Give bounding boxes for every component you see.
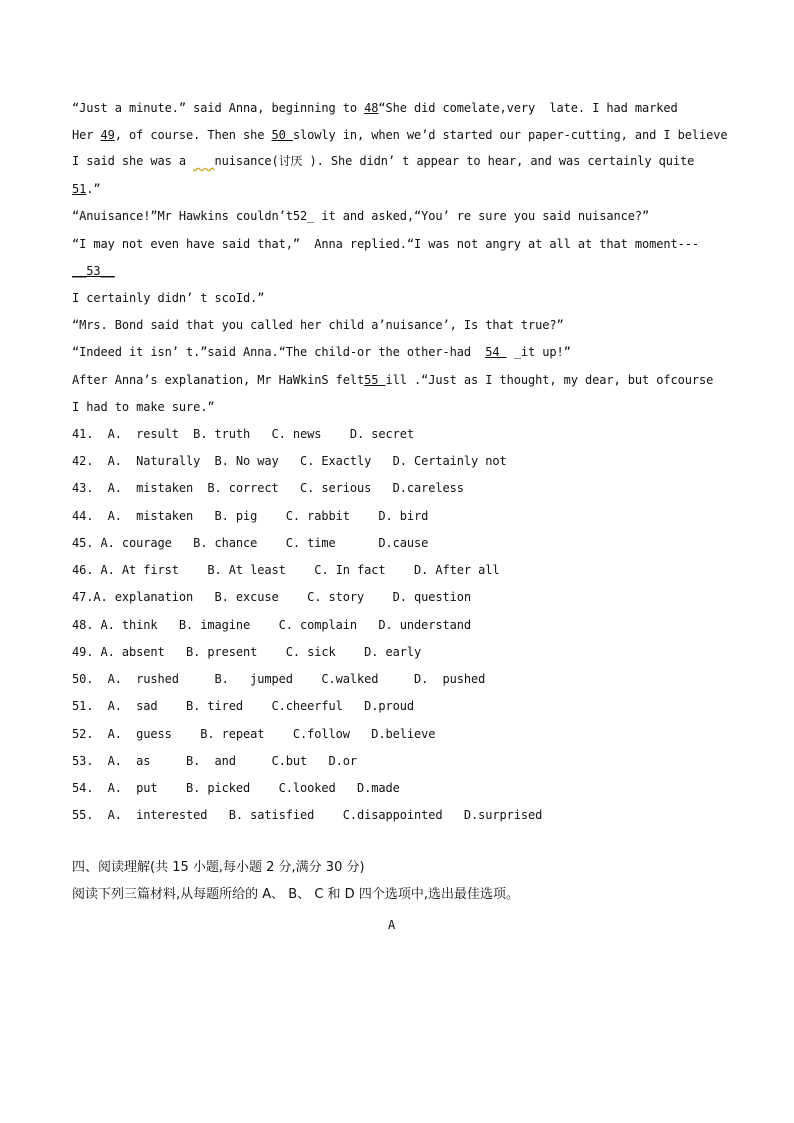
passage-line-7: [72, 263, 115, 279]
blank-55: 55: [364, 373, 386, 387]
part-label: A: [388, 918, 396, 932]
question-53: 53. A. as B. and C.but D.or: [72, 754, 357, 768]
passage-line-5: “Anuisance!”Mr Hawkins couldn’t52_ it and asked,“You’ re sure you said nuisance?”: [72, 209, 650, 223]
question-52: 52. A. guess B. repeat C.follow D.believe: [72, 727, 436, 741]
question-48: 48. A. think B. imagine C. complain D. understand: [72, 618, 471, 632]
question-47: 47.A. explanation B. excuse C. story D. question: [72, 590, 471, 604]
passage-line-6: “I may not even have said that,” Anna replied.“I was not angry at all at that moment---: [72, 237, 699, 251]
blank-49: 49: [100, 128, 115, 142]
text-run: “Indeed it isn’ t.”said Anna.“The child-or the other-had: [72, 345, 486, 359]
blank-51: 51: [72, 182, 87, 196]
passage-line-8: I certainly didn’ t scoId.”: [72, 291, 265, 305]
question-50: 50. A. rushed B. jumped C.walked D. pushed: [72, 672, 486, 686]
section-instruction: 阅读下列三篇材料,从每题所给的 A、 B、 C 和 D 四个选项中,选出最佳选项。: [72, 887, 519, 902]
question-43: 43. A. mistaken B. correct C. serious D.careless: [72, 481, 464, 495]
passage-line-2: [72, 127, 727, 143]
blank-50: 50: [271, 128, 293, 142]
passage-line-4: [72, 181, 101, 197]
question-44: 44. A. mistaken B. pig C. rabbit D. bird: [72, 509, 429, 523]
blank-54: 54: [485, 345, 507, 359]
question-49: 49. A. absent B. present C. sick D. early: [72, 645, 422, 659]
question-51: 51. A. sad B. tired C.cheerful D.proud: [72, 699, 414, 713]
spellcheck-mark: [193, 154, 214, 168]
passage-line-9: “Mrs. Bond said that you called her child a’nuisance’, Is that true?”: [72, 318, 564, 332]
passage-line-1: [72, 100, 678, 116]
passage-line-3: [72, 153, 694, 169]
passage-line-10: [72, 344, 571, 360]
section-heading: 四、阅读理解(共 15 小题,每小题 2 分,满分 30 分): [72, 860, 365, 875]
question-45: 45. A. courage B. chance C. time D.cause: [72, 536, 429, 550]
blank-48: 48: [364, 101, 379, 115]
text-run: .”: [86, 182, 101, 196]
text-run: slowly in, when we’d started our paper-cutting, and I believe: [292, 128, 728, 142]
text-run: “She did comelate,very late. I had marked: [378, 101, 678, 115]
text-run: Her: [72, 128, 101, 142]
text-run: I said she was a: [72, 154, 194, 168]
text-run: After Anna’s explanation, Mr HaWkinS felt: [72, 373, 365, 387]
question-42: 42. A. Naturally B. No way C. Exactly D. Certainly not: [72, 454, 507, 468]
blank-53: __53__: [72, 264, 115, 278]
text-run: “Just a minute.” said Anna, beginning to: [72, 101, 365, 115]
question-55: 55. A. interested B. satisfied C.disappointed D.surprised: [72, 808, 543, 822]
text-run: nuisance(讨厌 ). She didn’ t appear to hear, and was certainly quite: [214, 154, 695, 168]
text-run: , of course. Then she: [114, 128, 272, 142]
question-46: 46. A. At first B. At least C. In fact D. After all: [72, 563, 500, 577]
question-41: 41. A. result B. truth C. news D. secret: [72, 427, 414, 441]
text-run: ill .“Just as I thought, my dear, but ofcourse: [385, 373, 714, 387]
text-run: _it up!”: [506, 345, 571, 359]
passage-line-11: [72, 372, 713, 388]
passage-line-12: I had to make sure.”: [72, 400, 215, 414]
question-54: 54. A. put B. picked C.looked D.made: [72, 781, 400, 795]
